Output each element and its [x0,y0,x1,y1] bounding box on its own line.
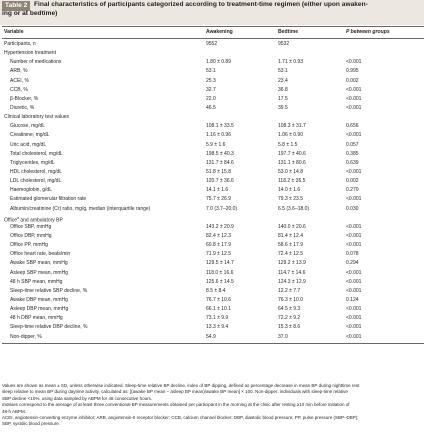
table-row [0,296,424,305]
cell-awakening: 76.7 ± 10.6 [206,296,231,303]
cell-p-value: 0.078 [346,251,359,258]
cell-p-value: 0.124 [346,296,359,303]
cell-awakening: 129.5 ± 14.7 [206,260,234,267]
table-row [0,259,424,268]
cell-bedtime: 114.7 ± 14.6 [278,269,306,276]
table-header [0,27,424,38]
footnote-line: ACEI, angiotensin-converting enzyme inhibitor; ARB, angiotensin-II receptor blocker; CCB, calcium channel blocker; DBP, diastolic blood pressure; PP, pulse pressure (SBP–DBP); [2,415,359,421]
footnote-line: 48-h ABPM. [2,408,27,414]
table-row [0,86,424,95]
row-label: β-Blocker, % [10,95,39,102]
cell-p-value: <0.001 [346,95,362,102]
cell-awakening: 1.80 ± 0.89 [206,59,231,66]
cell-bedtime: 6.5 (3.6–18.0) [278,205,310,212]
cell-awakening: 14.1 ± 1.6 [206,187,229,194]
cell-p-value: 0.270 [346,187,359,194]
row-label [10,205,150,214]
row-label: ACEI, % [10,77,29,84]
row-label: ARB, % [10,68,28,75]
footnote-line: aValues correspond to the average of at least three conventional BP measurements obtained per participant in the morning at the clinic after resting ≥10 min before initiation of [2,402,350,408]
cell-bedtime: 197.7 ± 40.6 [278,150,306,157]
row-label: Office SBP, mmHg [10,223,52,230]
cell-awakening: 53.1 [206,68,216,75]
table-row [0,40,424,49]
row-label: Hypertension treatment [4,50,56,57]
table-caption-continued: ing or at bedtime) [2,10,58,17]
table-row [0,49,424,58]
row-label-main: Office [4,217,17,224]
cell-bedtime: 76.3 ± 10.0 [278,296,303,303]
table-row [0,323,424,332]
row-label-rest: and ambulatory BP [18,217,63,224]
row-label: Total cholesterol, mg/dL [10,150,63,157]
row-label: Asleep SBP mean, mmHg [10,269,68,276]
cell-p-value: 0.057 [346,141,359,148]
cell-p-value: <0.001 [346,132,362,139]
cell-bedtime: 1.06 ± 0.90 [278,132,303,139]
row-label: LDL cholesterol, mg/dL [10,178,62,185]
cell-bedtime: 108.3 ± 31.7 [278,123,306,130]
cell-awakening: 73.1 ± 9.9 [206,315,229,322]
table-row [0,278,424,287]
cell-bedtime: 39.5 [278,104,288,111]
cell-awakening: 198.5 ± 40.3 [206,150,234,157]
row-label-main: Albumin/creatinine (Cr) ratio, mg/g [10,205,87,212]
cell-awakening: 66.1 ± 10.1 [206,306,231,313]
cell-bedtime: 58.6 ± 17.9 [278,242,303,249]
cell-awakening: 125.6 ± 14.5 [206,278,234,285]
row-label: Creatinine, mg/dL [10,132,50,139]
cell-p-value: 0.002 [346,178,359,185]
cell-bedtime: 37.0 [278,333,288,340]
cell-awakening: 120.7 ± 36.6 [206,178,234,185]
cell-bedtime: 53.1 [278,68,288,75]
cell-p-value: 0.294 [346,260,359,267]
table-row [0,287,424,296]
cell-bedtime: 23.4 [278,77,288,84]
cell-bedtime: 72.4 ± 12.5 [278,251,303,258]
cell-bedtime: 36.8 [278,86,288,93]
cell-p-value: <0.001 [346,306,362,313]
cell-awakening: 118.0 ± 16.6 [206,269,234,276]
table-row [0,232,424,241]
cell-bedtime: 53.0 ± 14.8 [278,168,303,175]
cell-bedtime: 1.71 ± 0.93 [278,59,303,66]
row-label: Glucose, mg/dL [10,123,46,130]
header-bottom-rule [2,38,424,39]
cell-p-value: <0.001 [346,232,362,239]
row-label: Clinical laboratory test values [4,114,70,121]
cell-p-value: <0.001 [346,333,362,340]
table-row [0,104,424,113]
cell-p-value: <0.001 [346,287,362,294]
row-label: Non-dipper, % [10,333,42,340]
table-row [0,195,424,204]
cell-awakening: 25.3 [206,77,216,84]
table-row [0,205,424,214]
row-label: Haemoglobin, g/dL [10,187,52,194]
cell-p-value: 0.385 [346,150,359,157]
row-label: HDL cholesterol, mg/dL [10,168,63,175]
table-row [0,113,424,122]
cell-awakening: 5.9 ± 1.6 [206,141,226,148]
cell-awakening: 60.8 ± 17.9 [206,242,231,249]
row-label-suffix: , median (interquartile range) [86,205,151,212]
header-awakening: Awakening [206,29,233,35]
row-label: Sleep-time relative SBP decline, % [10,287,88,294]
row-label: Sleep-time relative DBP decline, % [10,324,88,331]
cell-awakening: 108.1 ± 33.5 [206,123,234,130]
cell-bedtime: 64.5 ± 9.3 [278,306,301,313]
cell-p-value: 0.002 [346,77,359,84]
table-row [0,333,424,342]
table-row [0,223,424,232]
cell-bedtime: 15.3 ± 8.6 [278,324,301,331]
cell-p-value: <0.001 [346,324,362,331]
cell-p-value: 0.639 [346,159,359,166]
table-row [0,58,424,67]
cell-bedtime: 129.2 ± 13.9 [278,260,306,267]
row-label: CCB, % [10,86,28,93]
footnote-marker: a [16,215,19,220]
table-row [0,67,424,76]
cell-p-value: <0.001 [346,278,362,285]
table-body [0,40,424,342]
cell-bedtime: 17.5 [278,95,288,102]
cell-awakening: 131.7 ± 84.6 [206,159,234,166]
table-row [0,168,424,177]
table-row [0,177,424,186]
header-variable: Variable [4,29,24,35]
cell-awakening: 46.5 [206,104,216,111]
cell-p-value: <0.001 [346,104,362,111]
table-row [0,77,424,86]
cell-awakening: 32.7 [206,86,216,93]
cell-bedtime: 131.1 ± 80.6 [278,159,306,166]
cell-p-value: 0.656 [346,123,359,130]
cell-bedtime: 79.3 ± 23.5 [278,196,303,203]
table-row [0,269,424,278]
footnote-line: SBP, systolic blood pressure. [2,421,60,427]
cell-p-value: <0.001 [346,223,362,230]
row-label: Asleep DBP mean, mmHg [10,306,69,313]
cell-awakening: 75.7 ± 26.9 [206,196,231,203]
cell-awakening: 8.5 ± 8.4 [206,287,226,294]
row-label: Office heart rate, beats/min [10,251,71,258]
cell-p-value: <0.001 [346,315,362,322]
row-label: Diuretic, % [10,104,35,111]
footnote-line: SBP decline <10%, using data sampled by ABPM for 48 consecutive hours. [2,395,153,401]
cell-p-value: <0.001 [346,196,362,203]
footnote-line: sleep relative to mean BP during daytime activity, calculated as: [(awake BP mean – asleep BP mean)/awake BP mean] × 100. Non-dipper: individuals with sleep-time relative [2,389,348,395]
header-bedtime: Bedtime [278,29,299,35]
table-row [0,305,424,314]
cell-awakening: 143.2 ± 20.9 [206,223,234,230]
row-label: Office PP, mmHg [10,242,48,249]
cell-p-value: <0.001 [346,269,362,276]
cell-p-value: <0.001 [346,168,362,175]
cell-awakening: 54.9 [206,333,216,340]
row-label: Participants, n [4,41,36,47]
table-bottom-rule [2,343,424,344]
cell-bedtime: 12.2 ± 7.7 [278,287,301,294]
table-footnotes [2,383,424,428]
cell-bedtime: 72.2 ± 9.2 [278,315,301,322]
cell-bedtime: 118.2 ± 36.5 [278,178,306,185]
table-row [0,141,424,150]
cell-awakening: 13.3 ± 9.4 [206,324,229,331]
cell-p-value: <0.001 [346,242,362,249]
cell-p-value: 0.030 [346,205,359,212]
cell-awakening: 7.0 (3.7–20.0) [206,205,238,212]
table-label: Table 2 [2,1,30,11]
cell-awakening: 1.16 ± 0.96 [206,132,231,139]
cell-bedtime: 124.3 ± 12.9 [278,278,306,285]
table-row [0,314,424,323]
row-label: Awake SBP mean, mmHg [10,260,68,267]
table-row [0,122,424,131]
row-label: Office DBP, mmHg [10,232,52,239]
table-row [0,241,424,250]
cell-bedtime: 5.8 ± 1.5 [278,141,298,148]
cell-bedtime: 9532 [278,41,290,47]
table-caption: Final characteristics of participants categorized according to treatment-time regimen (either upon awaken- [34,1,368,8]
table-row [0,159,424,168]
row-label: Uric acid, mg/dL [10,141,47,148]
row-label: 48 h SBP mean, mmHg [10,278,63,285]
table-row [0,250,424,259]
cell-p-value: <0.001 [346,59,362,66]
cell-bedtime: 140.0 ± 20.6 [278,223,306,230]
table-row [0,214,424,223]
footnote-line: Values are shown as mean ± SD, unless otherwise indicated. Sleep-time relative BP decline, index of BP dipping, defined as percentage decrease in mean BP during nighttime rest [2,383,360,388]
cell-awakening: 71.9 ± 12.5 [206,251,231,258]
cell-awakening: 82.4 ± 12.3 [206,232,231,239]
table-row [0,95,424,104]
cell-p-value: 0.995 [346,68,359,75]
cell-awakening: 51.8 ± 15.8 [206,168,231,175]
row-label: Number of medications [10,59,62,66]
table-row [0,131,424,140]
table-row [0,186,424,195]
cell-awakening: 9552 [206,41,218,47]
cell-bedtime: 14.0 ± 1.6 [278,187,301,194]
cell-bedtime: 81.4 ± 12.4 [278,232,303,239]
cell-p-value: <0.001 [346,86,362,93]
cell-awakening: 22.0 [206,95,216,102]
table-row [0,150,424,159]
row-label: Triglycerides, mg/dL [10,159,55,166]
row-label: Awake DBP mean, mmHg [10,296,68,303]
row-label: 48 h DBP mean, mmHg [10,315,63,322]
header-p-between-groups: P between groups [346,29,390,35]
row-label: Estimated glomerular filtration rate [10,196,87,203]
